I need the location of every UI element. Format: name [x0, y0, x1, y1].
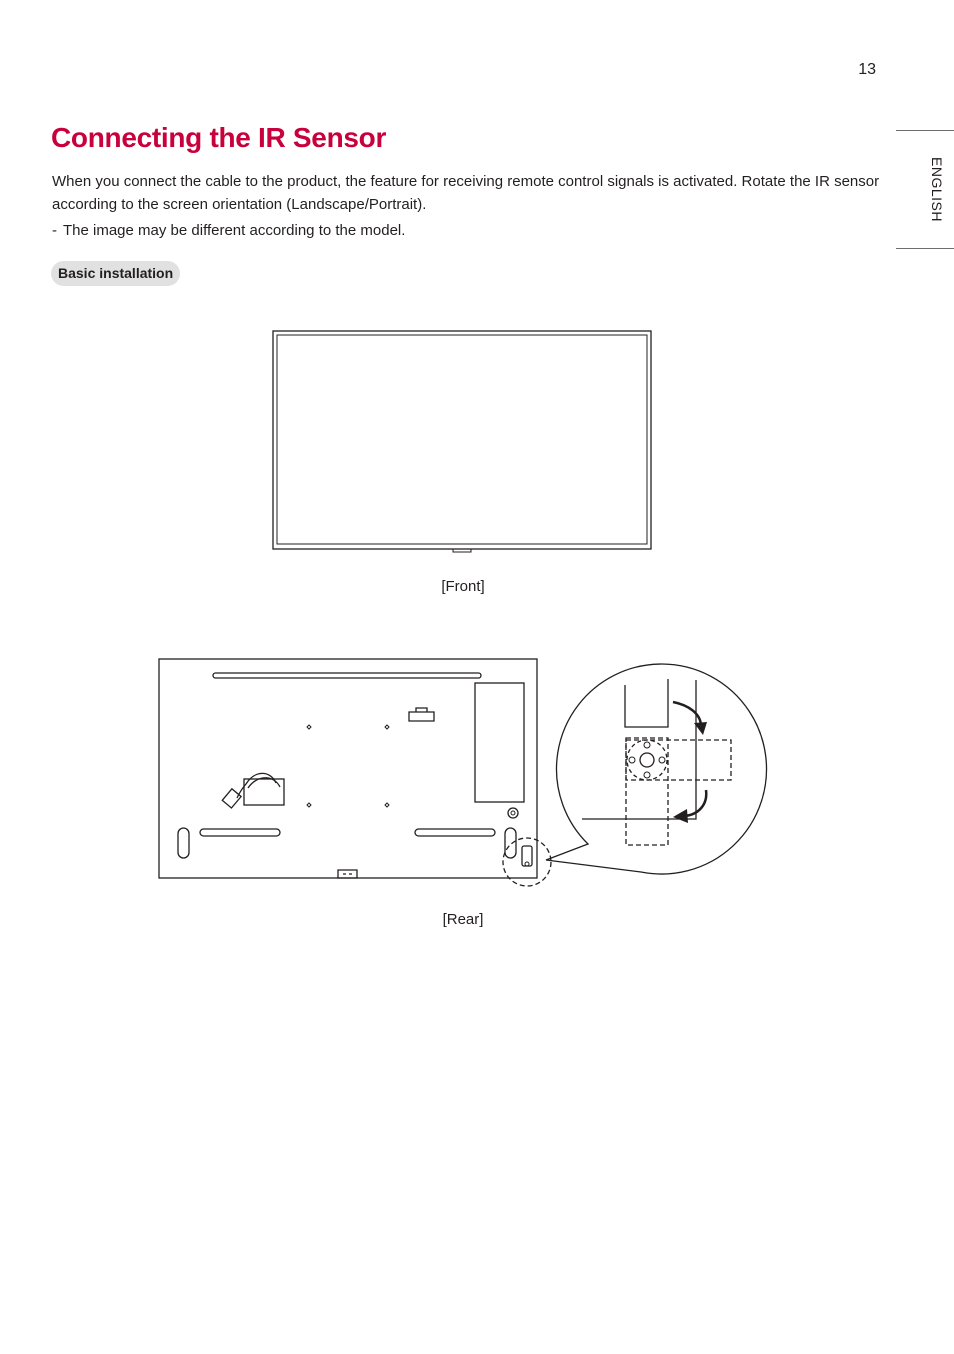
rear-bottom-rail-left: [200, 829, 280, 836]
ir-sensor-zoom-bubble: [546, 664, 767, 874]
zoom-bracket-left: [625, 679, 668, 727]
rear-screw: [508, 808, 518, 818]
rear-top-rail: [213, 673, 481, 678]
rear-caption: [Rear]: [442, 911, 484, 928]
rear-bottom-rail-right: [415, 829, 495, 836]
rear-handle-right: [505, 828, 516, 858]
rotate-arrow-icon: [673, 702, 707, 823]
rear-handle-left: [178, 828, 189, 858]
ir-cable-bundle: [222, 773, 284, 808]
sensor-vertical-outline: [626, 738, 668, 845]
subheading-badge: Basic installation: [51, 261, 180, 286]
intro-paragraph: When you connect the cable to the product, the feature for receiving remote control signals is activated. Rotate the IR sensor according to the screen orientation (Landscape/Portrait).: [52, 173, 880, 213]
front-outer-bezel: [273, 331, 651, 549]
rear-view-display: [159, 659, 551, 886]
front-screen: [277, 335, 647, 544]
zoom-panel-edge: [582, 680, 696, 819]
rear-outer-frame: [159, 659, 537, 878]
front-caption: [Front]: [441, 578, 485, 595]
language-tab-label: ENGLISH: [929, 157, 945, 222]
sensor-lens-outline: [627, 740, 667, 780]
note-dash: -: [52, 222, 57, 239]
page-number: 13: [858, 61, 876, 78]
vesa-mount-holes: [307, 725, 389, 807]
rear-bottom-connector: [338, 870, 357, 878]
zoom-bubble-outline: [546, 664, 767, 874]
rear-terminal-panel: [475, 683, 524, 802]
note-text: The image may be different according to the model.: [63, 222, 406, 239]
page-title: Connecting the IR Sensor: [51, 122, 387, 153]
sensor-lens: [640, 753, 654, 767]
rear-ir-sensor: [522, 846, 532, 866]
front-view-display: [273, 331, 651, 552]
rear-top-bracket: [409, 708, 434, 721]
sensor-rotated-outline: [626, 740, 731, 780]
